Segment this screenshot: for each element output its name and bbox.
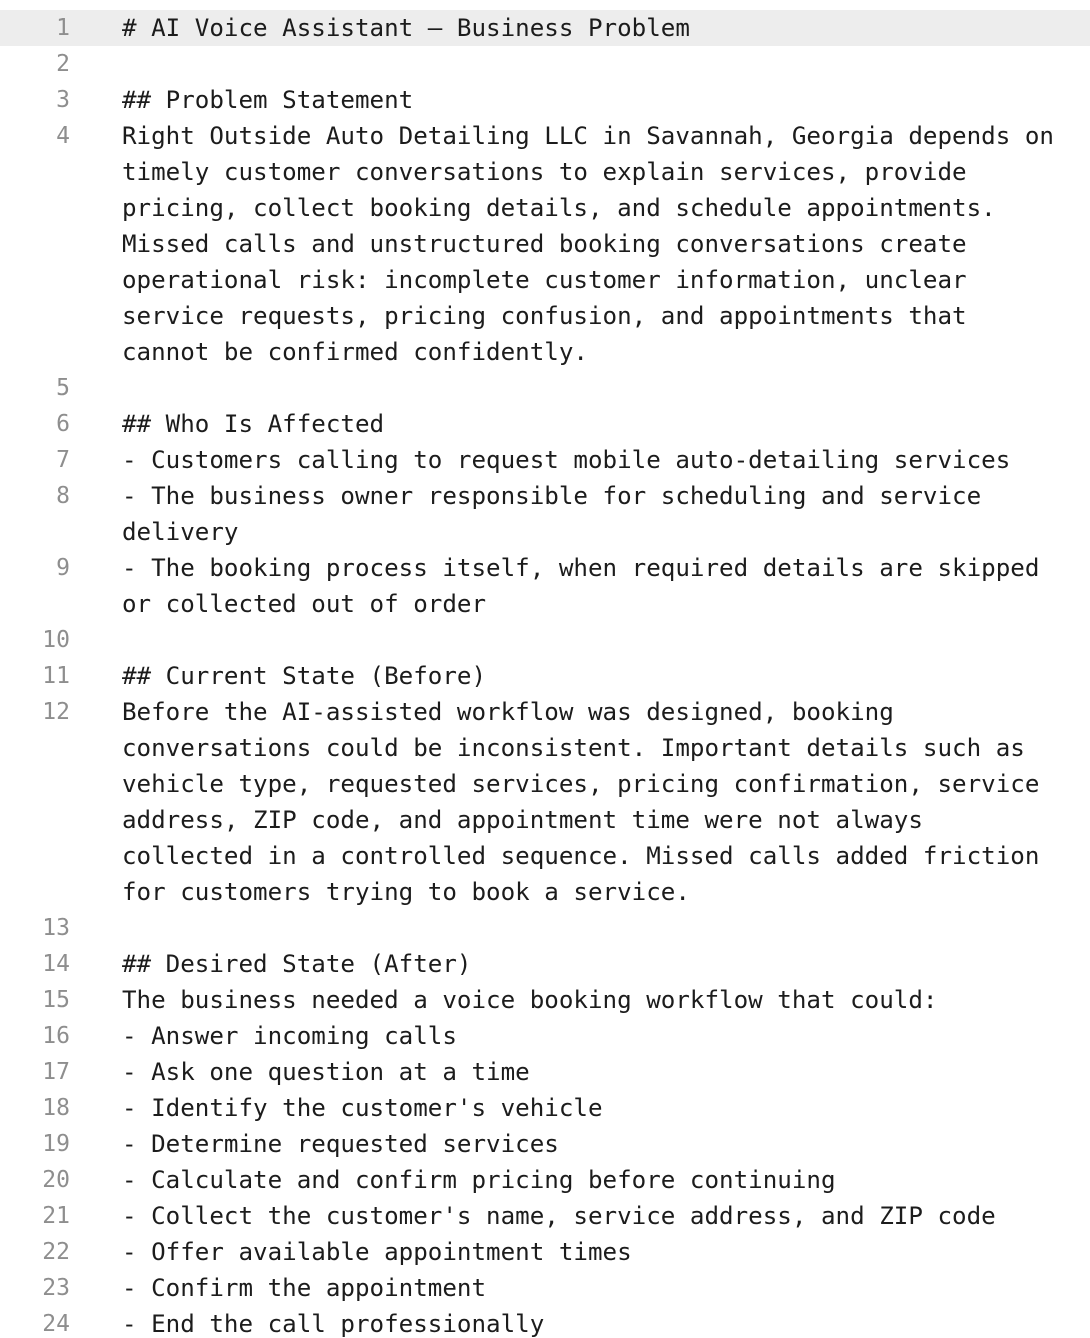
line-number: 12	[42, 699, 70, 725]
line-text: - Confirm the appointment	[122, 1274, 487, 1302]
line-text: delivery	[122, 518, 239, 546]
line-number: 22	[42, 1239, 70, 1265]
line-text: - Offer available appointment times	[122, 1238, 632, 1266]
line-text: - End the call professionally	[122, 1310, 545, 1338]
editor-line[interactable]	[0, 1270, 1090, 1306]
line-number: 24	[42, 1311, 70, 1337]
editor-line[interactable]	[0, 1306, 1090, 1338]
line-content[interactable]	[122, 1234, 1052, 1270]
line-content[interactable]	[122, 1270, 1052, 1306]
line-number: 19	[42, 1131, 70, 1157]
line-content[interactable]	[122, 1126, 1052, 1162]
editor-line[interactable]	[0, 442, 1090, 478]
line-number: 21	[42, 1203, 70, 1229]
line-number: 2	[56, 51, 70, 77]
line-content[interactable]	[122, 478, 1052, 550]
line-text: - Answer incoming calls	[122, 1022, 457, 1050]
line-content[interactable]	[122, 658, 1052, 694]
line-number: 15	[42, 987, 70, 1013]
line-text	[122, 46, 1052, 82]
line-text: ## Problem Statement	[122, 86, 414, 114]
editor-line[interactable]	[0, 1054, 1090, 1090]
line-content[interactable]	[122, 406, 1052, 442]
editor-line[interactable]	[0, 622, 1090, 658]
line-text: or collected out of order	[122, 590, 487, 618]
line-content[interactable]	[122, 946, 1052, 982]
line-text: - The business owner responsible for scheduling and service	[122, 482, 982, 510]
line-number: 4	[56, 123, 70, 149]
editor-line[interactable]	[0, 118, 1090, 370]
line-text: - Ask one question at a time	[122, 1058, 530, 1086]
line-number: 8	[56, 483, 70, 509]
line-text: for customers trying to book a service.	[122, 878, 690, 906]
line-content[interactable]	[122, 46, 1052, 82]
editor-line[interactable]	[0, 658, 1090, 694]
line-text: - Calculate and confirm pricing before continuing	[122, 1166, 836, 1194]
line-number: 1	[56, 15, 70, 41]
line-number: 10	[42, 627, 70, 653]
line-number: 9	[56, 555, 70, 581]
line-text: collected in a controlled sequence. Missed calls added friction	[122, 842, 1040, 870]
line-content[interactable]	[122, 1018, 1052, 1054]
editor-line[interactable]	[0, 1018, 1090, 1054]
editor-line[interactable]	[0, 550, 1090, 622]
line-number: 16	[42, 1023, 70, 1049]
line-text: - Identify the customer's vehicle	[122, 1094, 603, 1122]
line-number: 13	[42, 915, 70, 941]
line-content[interactable]	[122, 982, 1052, 1018]
editor-line[interactable]	[0, 694, 1090, 910]
line-text	[122, 370, 1052, 406]
line-content[interactable]	[122, 442, 1052, 478]
line-text: vehicle type, requested services, pricing confirmation, service	[122, 770, 1040, 798]
line-number: 7	[56, 447, 70, 473]
editor-line[interactable]	[0, 1162, 1090, 1198]
editor-line[interactable]	[0, 370, 1090, 406]
line-text: - Customers calling to request mobile auto-detailing services	[122, 446, 1011, 474]
line-text: timely customer conversations to explain services, provide	[122, 158, 967, 186]
line-text: operational risk: incomplete customer information, unclear	[122, 266, 967, 294]
line-text: pricing, collect booking details, and schedule appointments.	[122, 194, 996, 222]
line-content[interactable]	[122, 1090, 1052, 1126]
editor-line[interactable]	[0, 982, 1090, 1018]
line-content[interactable]	[122, 694, 1052, 910]
line-text	[122, 622, 1052, 658]
line-text: The business needed a voice booking workflow that could:	[122, 986, 938, 1014]
line-text: service requests, pricing confusion, and appointments that	[122, 302, 967, 330]
line-text: ## Current State (Before)	[122, 662, 487, 690]
editor-line[interactable]	[0, 82, 1090, 118]
line-number: 14	[42, 951, 70, 977]
editor-line[interactable]	[0, 946, 1090, 982]
line-content[interactable]	[122, 550, 1052, 622]
line-text: # AI Voice Assistant — Business Problem	[122, 14, 690, 42]
line-number: 17	[42, 1059, 70, 1085]
line-text: conversations could be inconsistent. Important details such as	[122, 734, 1025, 762]
line-number: 18	[42, 1095, 70, 1121]
editor-line[interactable]	[0, 46, 1090, 82]
editor-lines	[0, 10, 1090, 1338]
line-text: Missed calls and unstructured booking conversations create	[122, 230, 967, 258]
line-content[interactable]	[122, 82, 1052, 118]
editor-line[interactable]	[0, 1126, 1090, 1162]
line-content[interactable]	[122, 622, 1052, 658]
line-content[interactable]	[122, 910, 1052, 946]
line-content[interactable]	[122, 370, 1052, 406]
line-content[interactable]	[122, 10, 1052, 46]
line-number: 23	[42, 1275, 70, 1301]
line-content[interactable]	[122, 1306, 1052, 1338]
line-text: ## Who Is Affected	[122, 410, 385, 438]
line-text: ## Desired State (After)	[122, 950, 472, 978]
line-number: 5	[56, 375, 70, 401]
line-text	[122, 910, 1052, 946]
line-content[interactable]	[122, 1198, 1052, 1234]
editor-line[interactable]	[0, 478, 1090, 550]
line-content[interactable]	[122, 1054, 1052, 1090]
editor-line[interactable]	[0, 910, 1090, 946]
line-number: 11	[42, 663, 70, 689]
editor-line-current[interactable]	[0, 10, 1090, 46]
line-number: 3	[56, 87, 70, 113]
line-number: 20	[42, 1167, 70, 1193]
line-text: Before the AI-assisted workflow was designed, booking	[122, 698, 894, 726]
editor-line[interactable]	[0, 406, 1090, 442]
line-text: cannot be confirmed confidently.	[122, 338, 588, 366]
editor-line[interactable]	[0, 1234, 1090, 1270]
line-text: - Collect the customer's name, service address, and ZIP code	[122, 1202, 996, 1230]
line-content[interactable]	[122, 118, 1052, 370]
line-text: Right Outside Auto Detailing LLC in Savannah, Georgia depends on	[122, 122, 1054, 150]
editor-line[interactable]	[0, 1198, 1090, 1234]
line-number: 6	[56, 411, 70, 437]
line-text: - The booking process itself, when required details are skipped	[122, 554, 1040, 582]
line-text: - Determine requested services	[122, 1130, 559, 1158]
editor-line[interactable]	[0, 1090, 1090, 1126]
line-content[interactable]	[122, 1162, 1052, 1198]
line-text: address, ZIP code, and appointment time were not always	[122, 806, 923, 834]
